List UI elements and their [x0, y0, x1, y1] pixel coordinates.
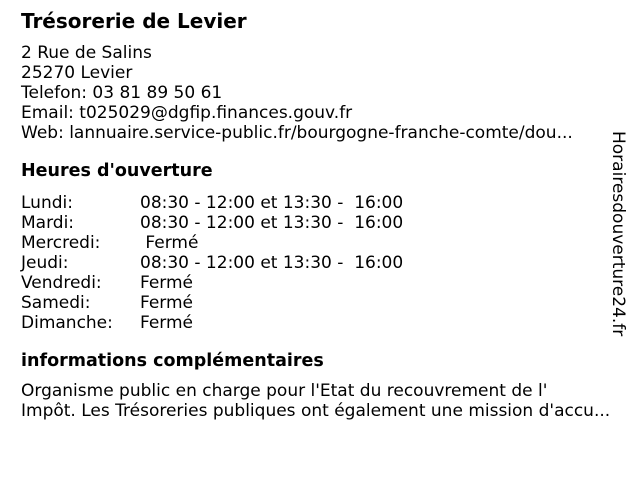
hours-row-wednesday — [21, 233, 403, 253]
contact-block — [21, 43, 573, 143]
hours-row-monday — [21, 193, 403, 213]
hours-row-friday — [21, 273, 403, 293]
day-label: Dimanche: — [21, 313, 113, 333]
page-title: Trésorerie de Levier — [21, 9, 247, 33]
day-label: Lundi: — [21, 193, 73, 213]
time-value: 08:30 - 12:00 et 13:30 - 16:00 — [140, 213, 404, 233]
day-label: Jeudi: — [21, 253, 69, 273]
info-line: Organisme public en charge pour l'Etat du recouvrement de l' — [21, 381, 548, 401]
day-label: Mardi: — [21, 213, 75, 233]
info-line: Impôt. Les Trésoreries publiques ont également une mission d'accu... — [21, 401, 611, 421]
time-value: Fermé — [140, 233, 199, 253]
email-line: Email: t025029@dgfip.finances.gouv.fr — [21, 103, 353, 123]
site-watermark: Horairesdouverture24.fr — [608, 131, 628, 337]
time-value: Fermé — [140, 293, 194, 313]
hours-row-thursday — [21, 253, 403, 273]
day-label: Samedi: — [21, 293, 91, 313]
time-value: Fermé — [140, 273, 194, 293]
address-city: 25270 Levier — [21, 63, 133, 83]
hours-row-sunday — [21, 313, 403, 333]
time-value: 08:30 - 12:00 et 13:30 - 16:00 — [140, 253, 404, 273]
hours-row-saturday — [21, 293, 403, 313]
hours-heading: Heures d'ouverture — [21, 161, 213, 181]
additional-info-heading: informations complémentaires — [21, 351, 324, 371]
day-label: Mercredi: — [21, 233, 101, 253]
address-street: 2 Rue de Salins — [21, 43, 152, 63]
time-value: 08:30 - 12:00 et 13:30 - 16:00 — [140, 193, 404, 213]
additional-info-text — [21, 381, 610, 421]
hours-table — [21, 193, 403, 333]
hours-row-tuesday — [21, 213, 403, 233]
time-value: Fermé — [140, 313, 194, 333]
web-line: Web: lannuaire.service-public.fr/bourgogne-franche-comte/dou... — [21, 123, 573, 143]
day-label: Vendredi: — [21, 273, 102, 293]
phone-line: Telefon: 03 81 89 50 61 — [21, 83, 223, 103]
